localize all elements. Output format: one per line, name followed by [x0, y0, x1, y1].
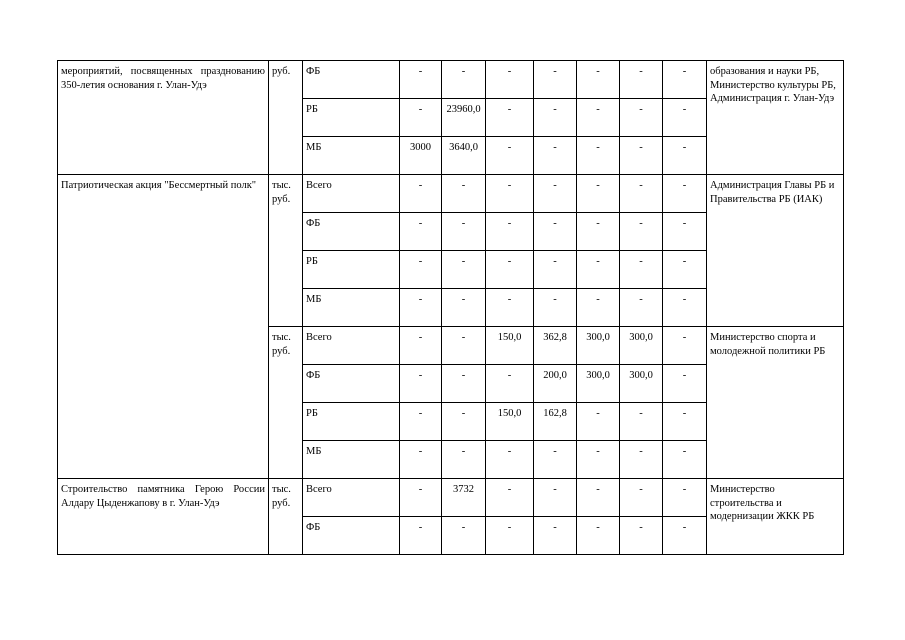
table-row: [58, 175, 844, 213]
value-cell: -: [620, 251, 663, 289]
value-cell: -: [577, 61, 620, 99]
value-cell: -: [442, 289, 486, 327]
value-cell: -: [442, 403, 486, 441]
value-cell: -: [577, 213, 620, 251]
executor-cell: Министерство строительства и модернизации ЖКК РБ: [707, 479, 844, 555]
value-cell: -: [442, 327, 486, 365]
unit-cell: тыс. руб.: [269, 479, 303, 555]
value-cell: -: [663, 479, 707, 517]
value-cell: -: [486, 99, 534, 137]
value-cell: -: [442, 213, 486, 251]
value-cell: -: [400, 517, 442, 555]
value-cell: -: [620, 517, 663, 555]
funding-source: РБ: [303, 251, 400, 289]
unit-cell: тыс. руб.: [269, 175, 303, 327]
value-cell: -: [442, 441, 486, 479]
value-cell: -: [577, 403, 620, 441]
value-cell: -: [400, 175, 442, 213]
value-cell: -: [663, 289, 707, 327]
table-row: [58, 479, 844, 517]
value-cell: -: [577, 517, 620, 555]
value-cell: -: [534, 289, 577, 327]
value-cell: -: [577, 175, 620, 213]
value-cell: -: [620, 289, 663, 327]
value-cell: -: [577, 441, 620, 479]
table-row: [58, 61, 844, 99]
value-cell: -: [400, 289, 442, 327]
value-cell: -: [620, 441, 663, 479]
value-cell: -: [534, 479, 577, 517]
value-cell: 300,0: [577, 327, 620, 365]
value-cell: -: [534, 99, 577, 137]
value-cell: -: [534, 61, 577, 99]
value-cell: -: [663, 441, 707, 479]
value-cell: -: [442, 517, 486, 555]
value-cell: -: [577, 479, 620, 517]
value-cell: -: [486, 289, 534, 327]
event-name: Строительство памятника Герою России Алдару Цыденжапову в г. Улан-Удэ: [58, 479, 269, 555]
event-name: мероприятий, посвященных празднованию 350-летия основания г. Улан-Удэ: [58, 61, 269, 175]
value-cell: -: [400, 441, 442, 479]
value-cell: -: [442, 175, 486, 213]
value-cell: 150,0: [486, 403, 534, 441]
funding-source: МБ: [303, 289, 400, 327]
value-cell: 362,8: [534, 327, 577, 365]
value-cell: -: [663, 61, 707, 99]
event-name: Патриотическая акция "Бессмертный полк": [58, 175, 269, 479]
value-cell: -: [486, 251, 534, 289]
value-cell: -: [663, 327, 707, 365]
value-cell: -: [620, 61, 663, 99]
value-cell: -: [620, 175, 663, 213]
executor-cell: Министерство спорта и молодежной политики РБ: [707, 327, 844, 479]
value-cell: -: [620, 403, 663, 441]
value-cell: 3732: [442, 479, 486, 517]
value-cell: -: [534, 517, 577, 555]
value-cell: -: [663, 137, 707, 175]
value-cell: -: [577, 251, 620, 289]
value-cell: -: [663, 365, 707, 403]
value-cell: -: [534, 441, 577, 479]
value-cell: -: [620, 137, 663, 175]
value-cell: -: [577, 99, 620, 137]
value-cell: -: [663, 175, 707, 213]
value-cell: -: [534, 137, 577, 175]
value-cell: -: [663, 213, 707, 251]
value-cell: -: [620, 479, 663, 517]
value-cell: -: [442, 61, 486, 99]
value-cell: 150,0: [486, 327, 534, 365]
executor-cell: Администрация Главы РБ и Правительства РБ (ИАК): [707, 175, 844, 327]
value-cell: -: [400, 251, 442, 289]
value-cell: 162,8: [534, 403, 577, 441]
value-cell: -: [486, 479, 534, 517]
value-cell: -: [400, 327, 442, 365]
value-cell: -: [663, 251, 707, 289]
value-cell: -: [486, 137, 534, 175]
value-cell: -: [486, 213, 534, 251]
value-cell: -: [442, 365, 486, 403]
value-cell: 300,0: [577, 365, 620, 403]
value-cell: -: [486, 441, 534, 479]
value-cell: -: [534, 251, 577, 289]
value-cell: 23960,0: [442, 99, 486, 137]
value-cell: -: [663, 517, 707, 555]
table-body: [58, 61, 844, 555]
value-cell: 300,0: [620, 365, 663, 403]
funding-source: МБ: [303, 441, 400, 479]
value-cell: -: [442, 251, 486, 289]
value-cell: -: [400, 99, 442, 137]
budget-table: [57, 60, 844, 555]
funding-source: ФБ: [303, 213, 400, 251]
value-cell: 300,0: [620, 327, 663, 365]
value-cell: -: [400, 61, 442, 99]
value-cell: -: [620, 213, 663, 251]
funding-source: ФБ: [303, 61, 400, 99]
funding-source: ФБ: [303, 365, 400, 403]
funding-source: Всего: [303, 479, 400, 517]
value-cell: -: [534, 175, 577, 213]
value-cell: -: [577, 289, 620, 327]
value-cell: 200,0: [534, 365, 577, 403]
funding-source: Всего: [303, 327, 400, 365]
value-cell: -: [486, 517, 534, 555]
value-cell: -: [400, 479, 442, 517]
value-cell: -: [486, 175, 534, 213]
value-cell: -: [486, 365, 534, 403]
value-cell: -: [663, 403, 707, 441]
value-cell: -: [486, 61, 534, 99]
funding-source: РБ: [303, 99, 400, 137]
value-cell: -: [620, 99, 663, 137]
value-cell: -: [577, 137, 620, 175]
value-cell: -: [534, 213, 577, 251]
funding-source: РБ: [303, 403, 400, 441]
unit-cell: тыс. руб.: [269, 327, 303, 479]
executor-cell: образования и науки РБ, Министерство культуры РБ, Администрация г. Улан-Удэ: [707, 61, 844, 175]
value-cell: -: [400, 403, 442, 441]
value-cell: 3000: [400, 137, 442, 175]
value-cell: 3640,0: [442, 137, 486, 175]
funding-source: ФБ: [303, 517, 400, 555]
funding-source: МБ: [303, 137, 400, 175]
unit-cell: руб.: [269, 61, 303, 175]
value-cell: -: [663, 99, 707, 137]
funding-source: Всего: [303, 175, 400, 213]
value-cell: -: [400, 365, 442, 403]
value-cell: -: [400, 213, 442, 251]
